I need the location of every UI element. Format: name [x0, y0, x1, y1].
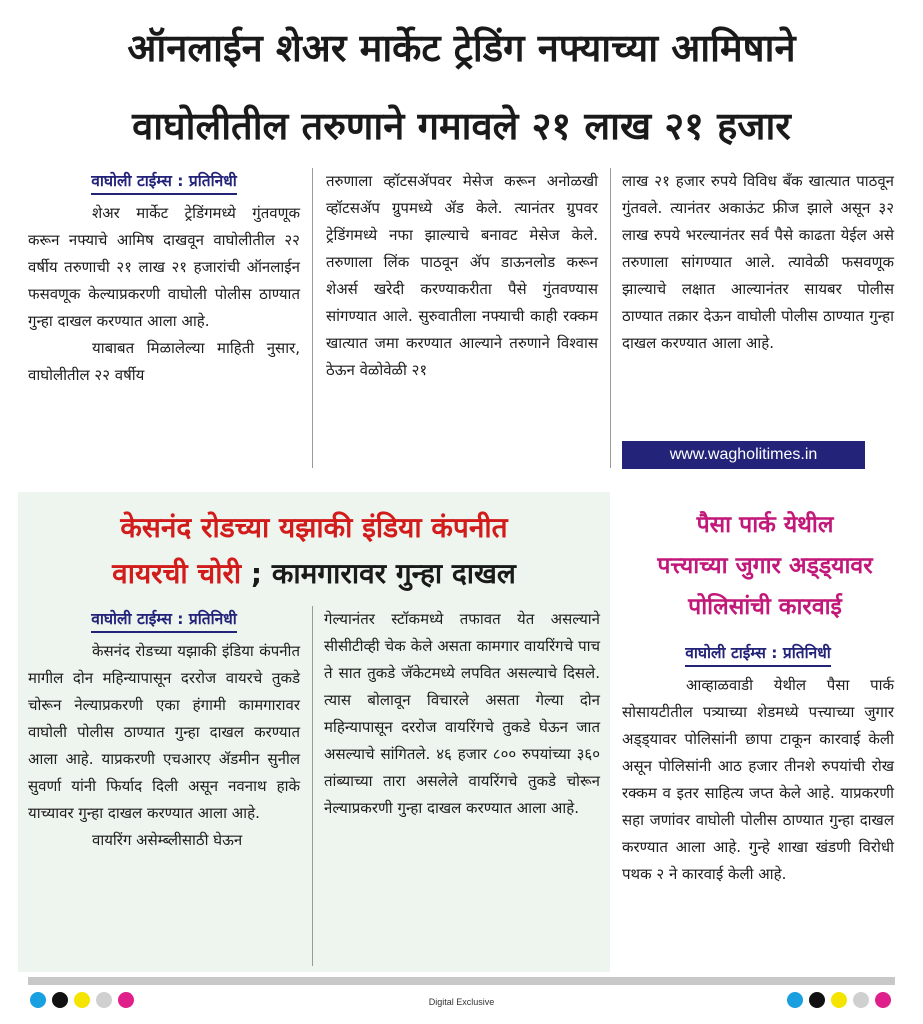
story2-headline-red: वायरची चोरी	[112, 557, 242, 590]
story1-headline-line1: ऑनलाईन शेअर मार्केट ट्रेडिंग नफ्याच्या आमिषाने	[127, 26, 796, 70]
column-divider	[312, 168, 313, 468]
story1-col1-paragraph1: शेअर मार्केट ट्रेडिंगमध्ये गुंतवणूक करून नफ्याचे आमिष दाखवून वाघोलीतील २२ वर्षीय तरुणाची २१ लाख २१ हजारांची ऑनलाईन फसवणूक केल्याप्रकरणी वाघोली पोलीस ठाण्यात गुन्हा दाखल करण्यात आला आहे.	[28, 204, 300, 330]
registration-dot	[875, 992, 891, 1008]
footer-label: Digital Exclusive	[428, 997, 495, 1007]
story3-headline-line2: पत्त्याच्या जुगार अड्ड्यावर	[657, 553, 873, 579]
story3-body: आव्हाळवाडी येथील पैसा पार्क सोसायटीतील पत्र्याच्या शेडमध्ये पत्त्याच्या जुगार अड्ड्यावर पोलिसांनी छापा टाकून कारवाई केली असून पोलिसांनी आठ हजार तीनशे रुपयांची रोख रक्कम व इतर साहित्य जप्त केले आहे. याप्रकरणी सहा जणांवर वाघोली पोलीस ठाण्यात गुन्हा दाखल करण्यात आला आहे. गुन्हे शाखा खंडणी विरोधी पथक २ ने कारवाई केली आहे.	[622, 676, 894, 883]
registration-dot	[787, 992, 803, 1008]
website-banner: www.wagholitimes.in	[622, 441, 865, 469]
story2-col1-paragraph1: केसनंद रोडच्या यझाकी इंडिया कंपनीत मागील दोन महिन्यापासून दररोज वायरचे तुकडे चोरून नेल्याप्रकरणी एका हंगामी कामगारावर वाघोली पोलीस ठाण्यात गुन्हा दाखल करण्यात आला आहे. याप्रकरणी एचआरए ॲडमीन सुनील सुवर्णा यांनी फिर्याद दिली असून नवनाथ हाके याच्यावर गुन्हा दाखल करण्यात आला आहे.	[28, 642, 300, 822]
story1-byline: वाघोली टाईम्स : प्रतिनिधी	[91, 169, 237, 195]
registration-dot	[809, 992, 825, 1008]
story2-col2-text: गेल्यानंतर स्टॉकमध्ये तफावत येत असल्याने सीसीटीव्ही चेक केले असता कामगार वायरिंगचे पाच ते सात तुकडे जॅकेटमध्ये लपवित असल्याचे दिसले. त्यास बोलावून विचारले असता गेल्या दोन महिन्यापासून दररोज वायरिंगचे तुकडे घेऊन जात असल्याचे सांगितले. ४६ हजार ८०० रुपयांच्या ३६० तांब्याच्या तारा असलेले वायरिंगचे तुकडे चोरून नेल्याप्रकरणी गुन्हा दाखल करण्यात आला आहे.	[324, 610, 600, 817]
story2-column-2	[324, 606, 600, 822]
story3-byline: वाघोली टाईम्स : प्रतिनिधी	[685, 641, 831, 667]
story1-headline-line2: वाघोलीतील तरुणाने गमावले २१ लाख २१ हजार	[132, 104, 791, 148]
story2-headline-dark: ; कामगारावर गुन्हा दाखल	[241, 557, 516, 590]
story1-col3-text: लाख २१ हजार रुपये विविध बँक खात्यात पाठवून गुंतवले. त्यानंतर अकाऊंट फ्रीज झाले असून ३२ लाख रुपये भरल्यानंतर सर्व पैसे काढता येईल असे तरुणाला सांगण्यात आले. त्यावेळी फसवणूक झाल्याचे लक्षात आल्यानंतर सायबर पोलीस ठाण्यात तक्रार देऊन वाघोली पोलीस ठाण्यात गुन्हा दाखल करण्यात आला आहे.	[622, 172, 894, 352]
registration-dot	[853, 992, 869, 1008]
story2-headline-line2	[18, 551, 610, 597]
column-divider	[312, 606, 313, 966]
registration-dot	[831, 992, 847, 1008]
story2-col1-paragraph2: वायरिंग असेम्ब्लीसाठी घेऊन	[92, 831, 243, 849]
story1-column-3	[622, 168, 894, 357]
story3-column	[622, 640, 894, 888]
story2-byline: वाघोली टाईम्स : प्रतिनिधी	[91, 607, 237, 633]
registration-marks-right	[787, 992, 891, 1008]
story3-headline-line3: पोलिसांची कारवाई	[688, 594, 842, 620]
story1-col2-text: तरुणाला व्हॉटसॲपवर मेसेज करून अनोळखी व्हॉटसॲप ग्रुपमध्ये ॲड केले. त्यानंतर ग्रुपवर ट्रेडिंगमध्ये नफा झाल्याचे बनावट मेसेज केले. तरुणाला लिंक पाठवून ॲप डाऊनलोड करून शेअर्स खरेदी करण्याकरीता पैसे गुंतवण्यास सांगण्यात आले. सुरुवातीला नफ्याची काही रक्कम खात्यात जमा करण्यात आल्याने तरुणाने विश्वास ठेऊन वेळोवेळी २१	[326, 172, 598, 379]
story1-col1-paragraph2: याबाबत मिळालेल्या माहिती नुसार, वाघोलीतील २२ वर्षीय	[28, 339, 300, 384]
story2-headline-line1: केसनंद रोडच्या यझाकी इंडिया कंपनीत	[120, 511, 508, 544]
bottom-rule	[28, 977, 895, 985]
column-divider	[610, 168, 611, 468]
story1-column-1	[28, 168, 300, 389]
story1-column-2	[326, 168, 598, 384]
story2-column-1	[28, 606, 300, 854]
story3-headline-line1: पैसा पार्क येथील	[696, 512, 834, 538]
